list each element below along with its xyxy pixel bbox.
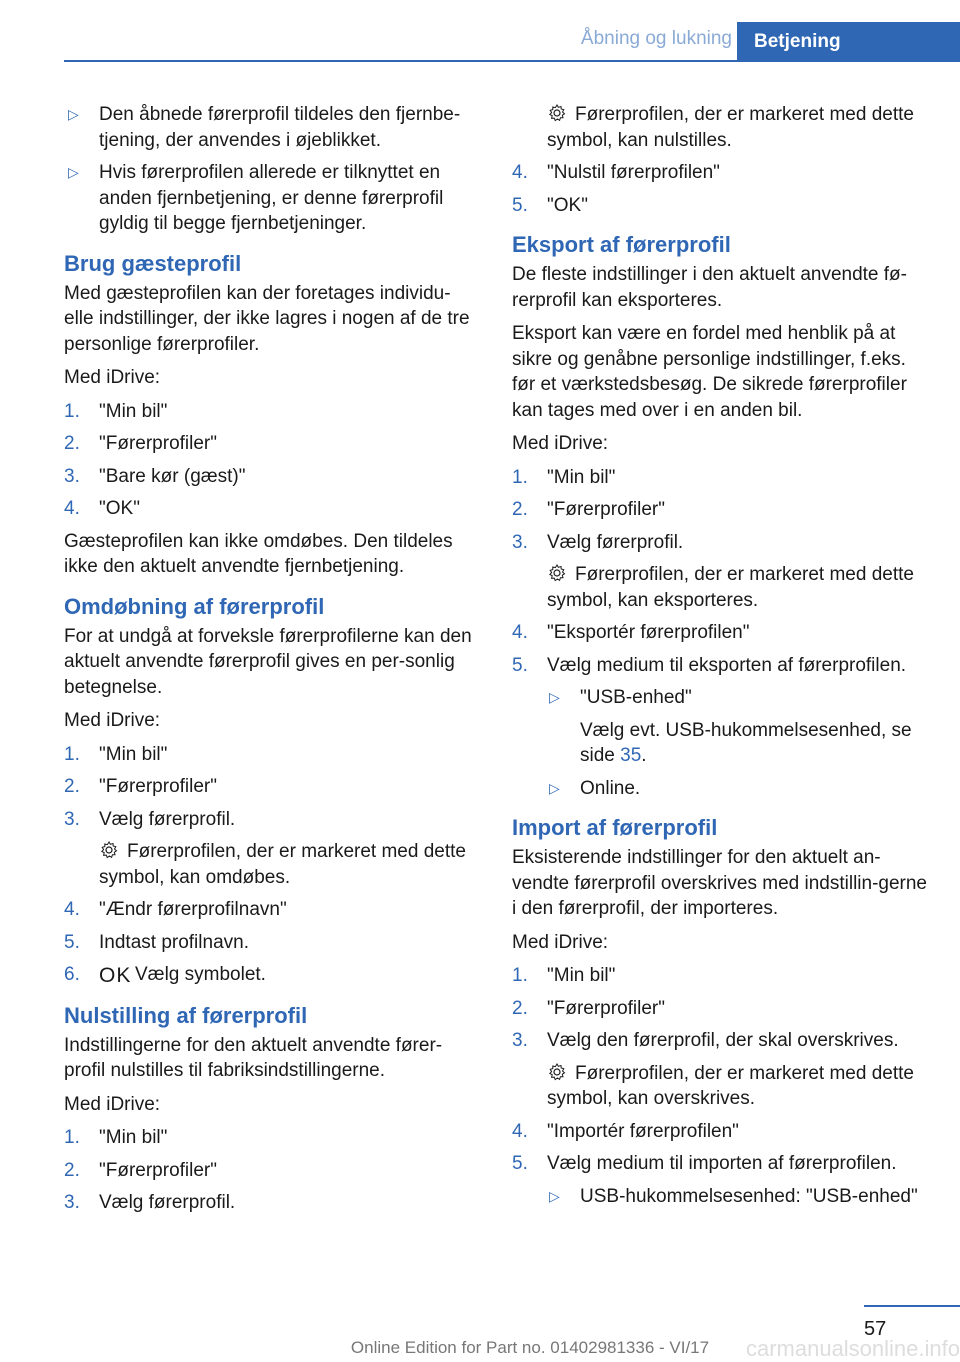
paragraph: Med iDrive:	[512, 433, 609, 454]
step-number: 3.	[512, 531, 528, 553]
note-text: Førerprofilen, der er markeret med dette symbol, kan nulstilles.	[547, 104, 914, 151]
heading-reset-profile: Nulstilling af førerprofil	[64, 1002, 308, 1028]
ok-icon: OK	[99, 964, 132, 987]
bullet-marker: ▷	[68, 164, 79, 180]
list-item	[64, 930, 476, 956]
step-number: 5.	[512, 1153, 528, 1174]
edition-text: Online Edition for Part no. 01402981336 - VI/17	[350, 1338, 710, 1357]
paragraph: Indstillingerne for den aktuelt anvendte fører-profil nulstilles til fabriksindstillingerne.	[64, 1034, 443, 1081]
step-text: "Førerprofiler"	[99, 433, 217, 454]
step-text: "Eksportér førerprofilen"	[547, 622, 750, 643]
step-number: 3.	[64, 1192, 80, 1213]
list-item	[64, 962, 476, 989]
step-text: "Importér førerprofilen"	[547, 1120, 739, 1142]
step-number: 5.	[512, 654, 528, 676]
step-text: Vælg førerprofil.	[99, 1192, 236, 1213]
step-number: 5.	[64, 931, 80, 953]
step-text: Vælg førerprofil.	[547, 531, 684, 553]
bullet-text: Online.	[580, 777, 641, 799]
step-note	[512, 102, 930, 153]
section-title: Åbning og lukning	[580, 28, 732, 49]
list-item	[512, 1028, 930, 1054]
paragraph: De fleste indstillinger i den aktuelt anvendte fø-rerprofil kan eksporteres.	[512, 264, 907, 311]
list-item	[512, 1151, 930, 1177]
step-number: 4.	[64, 498, 80, 519]
step-number: 4.	[512, 622, 528, 643]
step-text: "Min bil"	[547, 965, 616, 986]
step-note	[512, 562, 930, 613]
paragraph: Med gæsteprofilen kan der foretages individu-elle indstillinger, der ikke lagres i nogen af de tre personlige førerprofiler.	[64, 282, 470, 355]
gear-icon	[547, 563, 567, 583]
page-number: 57	[864, 1318, 887, 1340]
step-text: "OK"	[99, 498, 140, 519]
gear-icon	[99, 840, 119, 860]
chapter-tab: Betjening	[737, 22, 960, 62]
header-rule	[64, 60, 960, 62]
step-text: "Førerprofiler"	[99, 1159, 217, 1181]
sub-note: Vælg evt. USB-hukommelsesenhed, se side 35.	[580, 719, 912, 766]
list-item	[64, 742, 476, 768]
paragraph: Eksport kan være en fordel med henblik på at sikre og genåbne personlige indstillinger, f.eks. før et værkstedsbesøg. De sikrede førerprofiler kan tages med over i en anden bil.	[512, 323, 907, 421]
step-number: 2.	[512, 499, 528, 520]
bullet-marker: ▷	[549, 779, 560, 796]
step-text: "Nulstil førerprofilen"	[547, 162, 720, 183]
heading-import-profile: Import af førerprofil	[512, 815, 718, 840]
step-number: 1.	[512, 965, 528, 986]
sub-list-item	[512, 1184, 930, 1210]
list-item	[64, 399, 476, 425]
heading-rename-profile: Omdøbning af førerprofil	[64, 593, 325, 619]
list-item	[64, 464, 476, 490]
step-text: Vælg førerprofil.	[99, 808, 236, 830]
step-text: "Førerprofiler"	[99, 776, 217, 797]
step-text: "Førerprofiler"	[547, 997, 665, 1019]
list-item	[64, 774, 476, 800]
step-number: 4.	[512, 1120, 528, 1142]
watermark: carmanualsonline.info	[745, 1336, 960, 1361]
step-text: "Ændr førerprofilnavn"	[99, 899, 287, 920]
gear-icon	[547, 103, 567, 123]
bullet-marker: ▷	[68, 106, 79, 122]
footer-rule	[864, 1305, 960, 1307]
step-text: "Min bil"	[99, 400, 168, 422]
list-item	[64, 496, 476, 522]
step-note	[512, 1061, 930, 1112]
step-text: Vælg symbolet.	[135, 964, 266, 985]
step-text: "Min bil"	[99, 1127, 168, 1148]
step-number: 1.	[64, 1127, 80, 1148]
paragraph: For at undgå at forveksle førerprofilerne kan den aktuelt anvendte førerprofil gives en per-sonlig betegnelse.	[64, 625, 472, 698]
step-number: 1.	[64, 400, 80, 422]
step-number: 1.	[64, 743, 80, 765]
step-text: Indtast profilnavn.	[99, 931, 249, 953]
heading-guest-profile: Brug gæsteprofil	[64, 250, 242, 276]
gear-icon	[547, 1062, 567, 1082]
paragraph: Med iDrive:	[64, 710, 161, 731]
note-text: Førerprofilen, der er markeret med dette symbol, kan eksporteres.	[547, 564, 914, 611]
step-text: Vælg medium til eksporten af førerprofilen.	[547, 654, 907, 676]
bullet-text: Den åbnede førerprofil tildeles den fjernbe-tjening, der anvendes i øjeblikket.	[99, 104, 461, 151]
step-number: 3.	[64, 808, 80, 830]
list-item	[512, 465, 930, 491]
right-column	[512, 102, 930, 1216]
step-text: "OK"	[547, 194, 588, 216]
step-note	[64, 839, 476, 890]
list-item	[64, 807, 476, 833]
step-number: 2.	[512, 997, 528, 1019]
bullet-text: "USB-enhed"	[580, 687, 692, 708]
note-text: Førerprofilen, der er markeret med dette symbol, kan overskrives.	[547, 1062, 914, 1109]
page-header	[0, 0, 960, 62]
step-number: 2.	[64, 433, 80, 454]
list-item	[512, 996, 930, 1022]
paragraph: Gæsteprofilen kan ikke omdøbes. Den tildeles ikke den aktuelt anvendte fjernbetjening.	[64, 530, 453, 577]
bullet-text: Hvis førerprofilen allerede er tilknyttet en anden fjernbetjening, er denne førerprofil gyldig til begge fjernbetjeninger.	[99, 162, 444, 234]
paragraph: Med iDrive:	[512, 931, 609, 953]
list-item	[512, 160, 930, 186]
list-item	[64, 431, 476, 457]
note-text: Førerprofilen, der er markeret med dette symbol, kan omdøbes.	[99, 841, 466, 888]
heading-export-profile: Eksport af førerprofil	[512, 232, 731, 257]
step-text: Vælg den førerprofil, der skal overskrives.	[547, 1030, 899, 1051]
step-number: 4.	[512, 162, 528, 183]
step-text: "Min bil"	[547, 466, 616, 488]
step-number: 1.	[512, 466, 528, 488]
step-number: 3.	[64, 465, 80, 487]
paragraph: Eksisterende indstillinger for den aktuelt an-vendte førerprofil overskrives med indstillin-gerne i den førerprofil, der importeres.	[512, 847, 927, 919]
list-item	[512, 530, 930, 556]
bullet-marker: ▷	[549, 1187, 560, 1204]
bullet-text: USB-hukommelsesenhed: "USB-enhed"	[580, 1185, 918, 1207]
paragraph: Med iDrive:	[64, 1093, 161, 1115]
step-number: 4.	[64, 899, 80, 920]
paragraph: Med iDrive:	[64, 367, 161, 388]
step-text: "Førerprofiler"	[547, 499, 665, 520]
step-number: 2.	[64, 776, 80, 797]
list-item	[512, 963, 930, 989]
step-number: 2.	[64, 1159, 80, 1181]
list-item	[512, 1119, 930, 1145]
left-column	[64, 102, 476, 1223]
list-item	[64, 897, 476, 923]
bullet-marker: ▷	[549, 689, 560, 705]
step-number: 3.	[512, 1030, 528, 1051]
list-item	[64, 160, 476, 237]
step-text: Vælg medium til importen af førerprofilen.	[547, 1153, 897, 1174]
page-link[interactable]: 35	[620, 745, 642, 766]
sub-list-item	[512, 776, 930, 802]
list-item	[512, 620, 930, 646]
list-item	[512, 653, 930, 679]
list-item	[512, 193, 930, 219]
list-item	[512, 497, 930, 523]
note-text: Vælg evt. USB-hukommelsesenhed, se side	[580, 719, 912, 766]
list-item	[64, 1190, 476, 1216]
step-text: "Bare kør (gæst)"	[99, 465, 246, 487]
list-item	[64, 1158, 476, 1184]
list-item	[64, 102, 476, 153]
step-number: 6.	[64, 964, 80, 985]
sub-list-item	[512, 685, 930, 711]
list-item	[64, 1125, 476, 1151]
step-text: "Min bil"	[99, 743, 168, 765]
step-number: 5.	[512, 194, 528, 216]
